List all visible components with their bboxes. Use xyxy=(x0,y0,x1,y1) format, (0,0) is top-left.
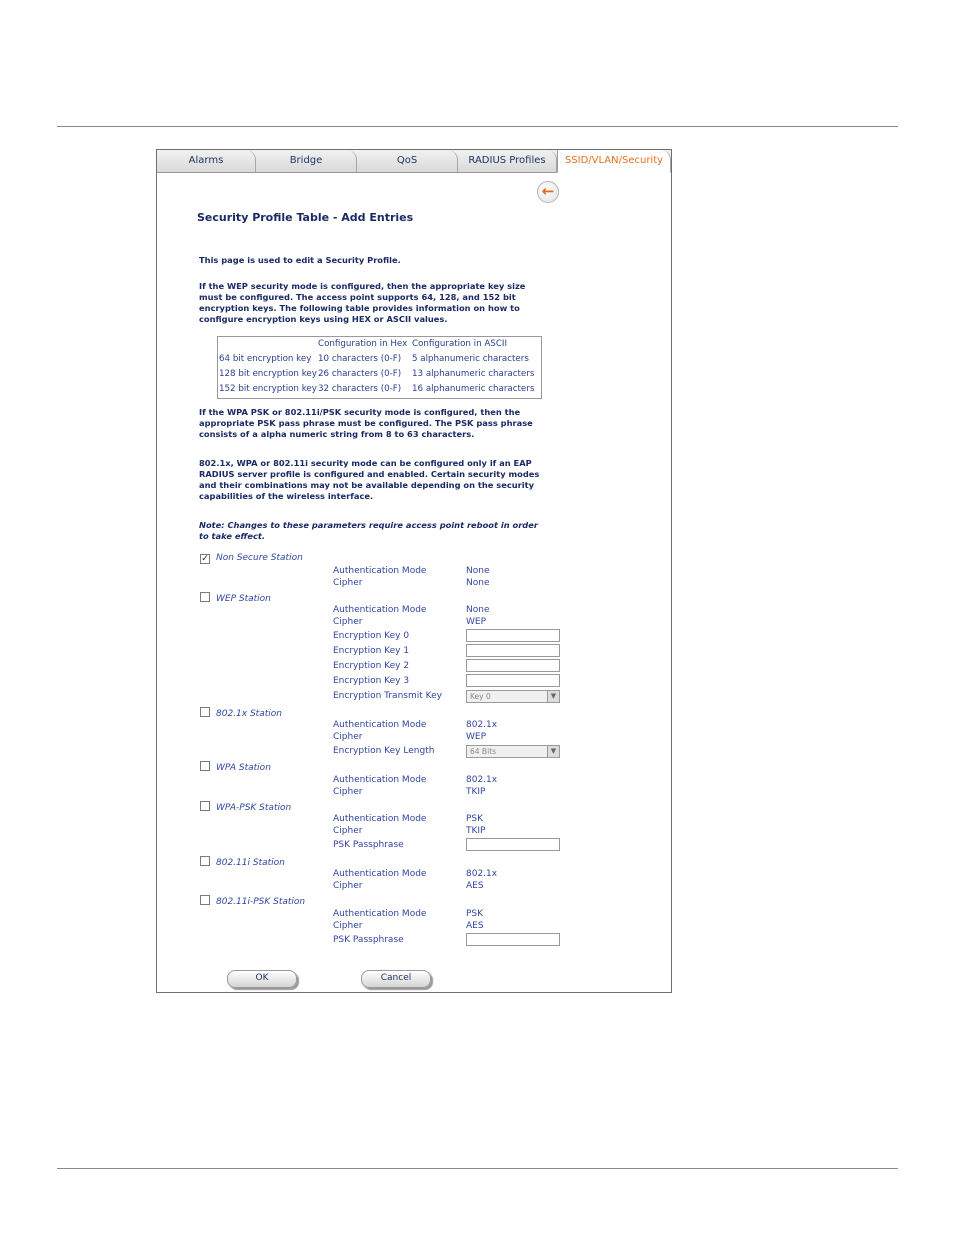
field-label: Authentication Mode xyxy=(333,869,427,879)
table-cell: 13 alphanumeric characters xyxy=(412,369,535,379)
field-label: Encryption Key 3 xyxy=(333,676,410,686)
tab-bridge[interactable]: Bridge xyxy=(256,150,357,172)
option-label: 802.1x Station xyxy=(216,709,282,719)
tab-qos[interactable]: QoS xyxy=(357,150,458,172)
option-label: 802.11i Station xyxy=(216,858,285,868)
field-value: 802.1x xyxy=(466,869,498,879)
table-header: Configuration in ASCII xyxy=(412,339,508,349)
psk-info-text: If the WPA PSK or 802.11i/PSK security mode is configured, then the appropriate PSK pass phrase must be configured. The PSK pass phrase consists of a alpha numeric string from 8 to 63 characters. xyxy=(199,407,533,439)
wpa-psk-station-option[interactable] xyxy=(200,801,291,813)
table-cell: 32 characters (0-F) xyxy=(318,384,402,394)
field-value: None xyxy=(466,566,490,576)
encryption-key-2-input[interactable] xyxy=(466,659,560,672)
ok-button[interactable]: OK xyxy=(227,970,297,988)
back-arrow-icon[interactable]: ← xyxy=(537,181,559,203)
page-title: Security Profile Table - Add Entries xyxy=(197,211,414,224)
field-label: Cipher xyxy=(333,578,363,588)
field-label: Authentication Mode xyxy=(333,605,427,615)
field-label: Cipher xyxy=(333,787,363,797)
option-label: WPA Station xyxy=(216,763,271,773)
field-label: Encryption Key 0 xyxy=(333,631,410,641)
chevron-down-icon[interactable]: ▼ xyxy=(547,691,559,702)
select-value: Key 0 xyxy=(470,692,491,701)
field-label: Authentication Mode xyxy=(333,775,427,785)
dot11i-psk-station-option[interactable] xyxy=(200,895,305,907)
field-value: PSK xyxy=(466,814,484,824)
encryption-key-0-input[interactable] xyxy=(466,629,560,642)
radius-info-text: 802.1x, WPA or 802.11i security mode can be configured only if an EAP RADIUS server profile is configured and enabled. Certain security modes and their combinations may not be available depending on the security capabilities of the wireless interface. xyxy=(199,458,540,501)
field-value: WEP xyxy=(466,732,487,742)
wpa-station-checkbox[interactable] xyxy=(200,761,210,771)
table-cell: 128 bit encryption key xyxy=(219,369,317,379)
field-value: WEP xyxy=(466,617,487,627)
wpa-station-option[interactable] xyxy=(200,761,271,773)
wpa-psk-passphrase-input[interactable] xyxy=(466,838,560,851)
wep-info-text: If the WEP security mode is configured, then the appropriate key size must be configured. The access point supports 64, 128, and 152 bit encryption keys. The following table provides information on how to configure encryption keys using HEX or ASCII values. xyxy=(199,281,526,324)
field-value: None xyxy=(466,605,490,615)
cancel-button[interactable]: Cancel xyxy=(361,970,431,988)
chevron-down-icon[interactable]: ▼ xyxy=(547,746,559,757)
key-length-select[interactable] xyxy=(466,745,560,758)
field-label: Cipher xyxy=(333,881,363,891)
dot11i-psk-passphrase-input[interactable] xyxy=(466,933,560,946)
tab-ssid-vlan-security[interactable]: SSID/VLAN/Security xyxy=(557,150,671,173)
encryption-key-3-input[interactable] xyxy=(466,674,560,687)
non-secure-station-option[interactable] xyxy=(200,553,303,564)
table-cell: 64 bit encryption key xyxy=(219,354,312,364)
non-secure-station-checkbox[interactable]: ✓ xyxy=(201,554,209,564)
reboot-note: Note: Changes to these parameters require access point reboot in order to take effect. xyxy=(199,520,538,541)
field-value: 802.1x xyxy=(466,775,498,785)
wep-station-option[interactable] xyxy=(200,592,271,604)
dot11i-station-checkbox[interactable] xyxy=(200,856,210,866)
field-label: Cipher xyxy=(333,617,363,627)
field-label: PSK Passphrase xyxy=(333,840,404,850)
field-value: TKIP xyxy=(466,826,486,836)
option-label: 802.11i-PSK Station xyxy=(216,897,306,907)
field-label: Cipher xyxy=(333,921,363,931)
option-label: WPA-PSK Station xyxy=(216,803,292,813)
encryption-key-1-input[interactable] xyxy=(466,644,560,657)
dot1x-station-option[interactable] xyxy=(200,707,282,719)
encryption-key-table xyxy=(217,336,542,399)
table-cell: 5 alphanumeric characters xyxy=(412,354,529,364)
field-label: Authentication Mode xyxy=(333,720,427,730)
field-label: Encryption Key 1 xyxy=(333,646,410,656)
wpa-psk-station-checkbox[interactable] xyxy=(200,801,210,811)
config-window xyxy=(156,149,672,993)
tab-alarms[interactable]: Alarms xyxy=(157,150,256,172)
field-label: Authentication Mode xyxy=(333,909,427,919)
field-label: Encryption Transmit Key xyxy=(333,691,442,701)
transmit-key-select[interactable] xyxy=(466,690,560,703)
field-value: TKIP xyxy=(466,787,486,797)
table-cell: 152 bit encryption key xyxy=(219,384,317,394)
footer-rule xyxy=(57,1168,898,1169)
field-label: Cipher xyxy=(333,826,363,836)
field-label: Encryption Key Length xyxy=(333,746,435,756)
intro-text: This page is used to edit a Security Profile. xyxy=(199,255,401,265)
field-value: PSK xyxy=(466,909,484,919)
table-cell: 16 alphanumeric characters xyxy=(412,384,535,394)
field-label: PSK Passphrase xyxy=(333,935,404,945)
field-label: Authentication Mode xyxy=(333,566,427,576)
dot11i-station-option[interactable] xyxy=(200,856,285,868)
field-label: Authentication Mode xyxy=(333,814,427,824)
field-label: Encryption Key 2 xyxy=(333,661,410,671)
wep-station-checkbox[interactable] xyxy=(200,592,210,602)
table-header: Configuration in Hex xyxy=(318,339,408,349)
field-value: 802.1x xyxy=(466,720,498,730)
dot11i-psk-station-checkbox[interactable] xyxy=(200,895,210,905)
field-value: AES xyxy=(466,921,484,931)
header-rule xyxy=(57,126,898,127)
option-label: WEP Station xyxy=(216,594,271,604)
select-value: 64 Bits xyxy=(470,747,497,756)
tab-bar xyxy=(157,150,671,173)
option-label: Non Secure Station xyxy=(216,553,303,563)
tab-radius-profiles[interactable]: RADIUS Profiles xyxy=(458,150,557,172)
table-cell: 26 characters (0-F) xyxy=(318,369,402,379)
field-label: Cipher xyxy=(333,732,363,742)
dot1x-station-checkbox[interactable] xyxy=(200,707,210,717)
field-value: None xyxy=(466,578,490,588)
field-value: AES xyxy=(466,881,484,891)
table-cell: 10 characters (0-F) xyxy=(318,354,402,364)
